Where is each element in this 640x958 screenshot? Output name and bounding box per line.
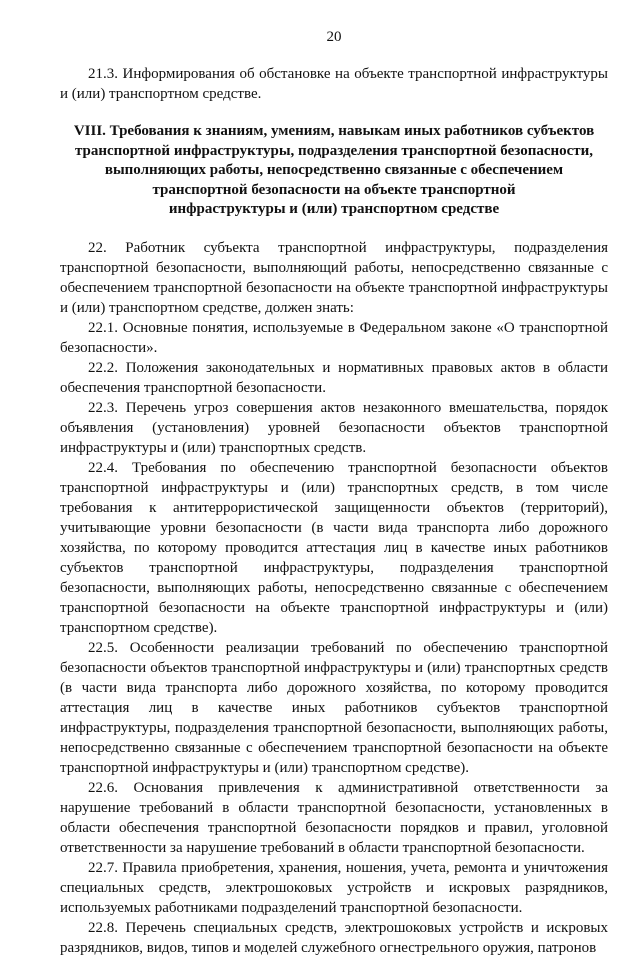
section-heading xyxy=(64,122,604,220)
section-heading-line: VIII. Требования к знаниям, умениям, навыкам иных работников субъектов xyxy=(73,123,595,139)
document-page xyxy=(60,28,608,958)
paragraph-21-3: 21.3. Информирования об обстановке на объекте транспортной инфраструктуры и (или) транспортном средстве. xyxy=(60,66,608,102)
paragraph-22-7: 22.7. Правила приобретения, хранения, ношения, учета, ремонта и уничтожения специальных средств, электрошоковых устройств и искровых разрядников, используемых работниками подразделений транспортной безопасности. xyxy=(60,859,608,916)
paragraph-22-2: 22.2. Положения законодательных и нормативных правовых актов в области обеспечения транспортной безопасности. xyxy=(60,359,608,396)
paragraph-22-8: 22.8. Перечень специальных средств, электрошоковых устройств и искровых разрядников, видов, типов и моделей служебного огнестрельного оружия, патронов xyxy=(60,919,608,956)
section-heading-line: транспортной безопасности на объекте транспортной xyxy=(152,181,516,198)
paragraph-22-4: 22.4. Требования по обеспечению транспортной безопасности объектов транспортной инфраструктуры и (или) транспортных средств, в том числе требования к антитеррористической защищенности объектов (территорий), учитывающие уровни безопасности (в части вида транспорта либо дорожного хозяйства, по которому проводится аттестация лиц в качестве иных работников субъектов транспортной инфраструктуры, подразделения транспортной безопасности, выполняющих работы, непосредственно связанные с обеспечением транспортной безопасности на объекте транспортной инфраструктуры и (или) транспортном средстве). xyxy=(60,459,608,636)
paragraph-22-6: 22.6. Основания привлечения к административной ответственности за нарушение требований в области транспортной безопасности, установленных в области обеспечения транспортной безопасности порядков и правил, уголовной ответственности за нарушение требований в области транспортной безопасности. xyxy=(60,779,608,856)
paragraph-22-5: 22.5. Особенности реализации требований по обеспечению транспортной безопасности объектов транспортной инфраструктуры и (или) транспортных средств (в части вида транспорта либо дорожного хозяйства, по которому проводится аттестация лиц в качестве иных работников субъектов транспортной инфраструктуры, подразделения транспортной безопасности, выполняющих работы, непосредственно связанные с обеспечением транспортной безопасности на объекте транспортной инфраструктуры и (или) транспортном средстве). xyxy=(60,639,608,776)
section-heading-line: выполняющих работы, непосредственно связанные с обеспечением xyxy=(104,162,564,179)
paragraph-22-1: 22.1. Основные понятия, используемые в Федеральном законе «О транспортной безопасности». xyxy=(60,319,608,356)
page-number: 20 xyxy=(326,29,342,45)
paragraph-22-3: 22.3. Перечень угроз совершения актов незаконного вмешательства, порядок объявления (установления) уровней безопасности объектов транспортной инфраструктуры и (или) транспортных средств. xyxy=(60,399,608,456)
section-heading-line: инфраструктуры и (или) транспортном средстве xyxy=(168,201,500,218)
section-heading-line: транспортной инфраструктуры, подразделения транспортной безопасности, xyxy=(74,142,594,159)
paragraph-22: 22. Работник субъекта транспортной инфраструктуры, подразделения транспортной безопасности, выполняющий работы, непосредственно связанные с обеспечением транспортной безопасности на объекте транспортной инфраструктуры и (или) транспортном средстве, должен знать: xyxy=(60,239,608,316)
